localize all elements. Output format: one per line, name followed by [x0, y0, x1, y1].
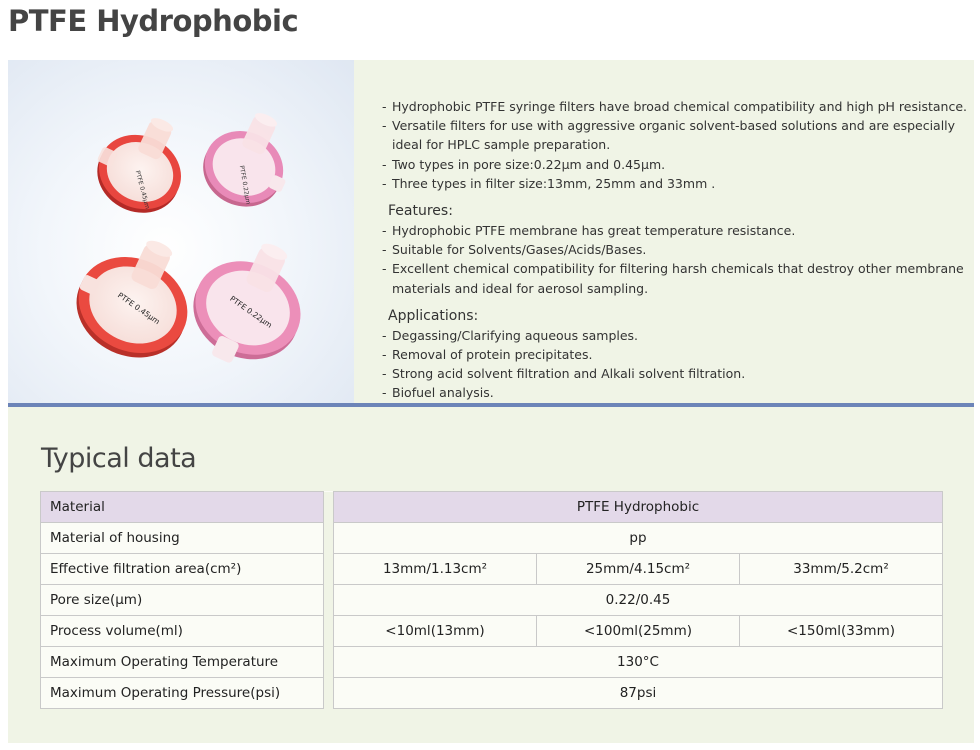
syringe-filters-image — [8, 60, 354, 404]
filter-label-3: PTFE 0.45µm — [115, 290, 162, 327]
table-row-max-temperature — [41, 647, 943, 678]
row-label: Material — [41, 492, 324, 523]
row-label: Effective filtration area(cm²) — [41, 554, 324, 585]
intro-bullet: - Three types in filter size:13mm, 25mm and 33mm . — [380, 174, 970, 193]
application-item: - Biofuel analysis. — [380, 383, 970, 402]
row-value: PTFE Hydrophobic — [334, 492, 943, 523]
filter-label-1: PTFE 0.45µm — [133, 169, 151, 210]
table-row-filtration-area — [41, 554, 943, 585]
intro-bullet: - Versatile filters for use with aggressive organic solvent-based solutions and are especially ideal for HPLC sample preparation. — [380, 116, 970, 154]
features-heading: Features: — [388, 203, 453, 220]
table-row-process-volume — [41, 616, 943, 647]
feature-item: - Suitable for Solvents/Gases/Acids/Bases. — [380, 240, 970, 259]
filter-pink-small — [191, 98, 308, 221]
page-title: PTFE Hydrophobic — [8, 4, 299, 38]
product-photo — [8, 60, 354, 404]
feature-item: - Excellent chemical compatibility for filtering harsh chemicals that destroy other membrane materials and ideal for aerosol sampling. — [380, 259, 970, 297]
row-label: Process volume(ml) — [41, 616, 324, 647]
row-value: <150ml(33mm) — [740, 616, 943, 647]
typical-data-title: Typical data — [41, 443, 197, 474]
feature-item: - Hydrophobic PTFE membrane has great temperature resistance. — [380, 221, 970, 240]
row-label: Maximum Operating Pressure(psi) — [41, 678, 324, 709]
table-row-pore-size — [41, 585, 943, 616]
row-label: Maximum Operating Temperature — [41, 647, 324, 678]
table-row-max-pressure — [41, 678, 943, 709]
filter-red-small — [83, 102, 202, 226]
row-value: <100ml(25mm) — [537, 616, 740, 647]
row-label: Material of housing — [41, 523, 324, 554]
table-row-housing — [41, 523, 943, 554]
row-value: 33mm/5.2cm² — [740, 554, 943, 585]
filter-label-4: PTFE 0.22µm — [228, 294, 274, 330]
row-value: 25mm/4.15cm² — [537, 554, 740, 585]
row-label: Pore size(μm) — [41, 585, 324, 616]
intro-bullet: - Two types in pore size:0.22μm and 0.45μm. — [380, 155, 970, 174]
row-value: <10ml(13mm) — [334, 616, 537, 647]
application-item: - Removal of protein precipitates. — [380, 345, 970, 364]
row-value: 130°C — [334, 647, 943, 678]
application-item: - Strong acid solvent filtration and Alkali solvent filtration. — [380, 364, 970, 383]
row-value: 13mm/1.13cm² — [334, 554, 537, 585]
row-value: pp — [334, 523, 943, 554]
applications-heading: Applications: — [388, 307, 479, 324]
table-row-material — [41, 492, 943, 523]
application-item: - Degassing/Clarifying aqueous samples. — [380, 326, 970, 345]
typical-data-table — [40, 491, 943, 709]
intro-bullets — [380, 97, 970, 193]
row-value: 0.22/0.45 — [334, 585, 943, 616]
filter-label-2: PTFE 0.22µm — [237, 164, 252, 205]
filter-pink-large — [175, 224, 326, 384]
features-list — [380, 221, 970, 298]
product-description — [380, 97, 970, 403]
applications-list — [380, 326, 970, 403]
filter-red-large — [61, 220, 213, 375]
intro-bullet: - Hydrophobic PTFE syringe filters have broad chemical compatibility and high pH resistance. — [380, 97, 970, 116]
row-value: 87psi — [334, 678, 943, 709]
